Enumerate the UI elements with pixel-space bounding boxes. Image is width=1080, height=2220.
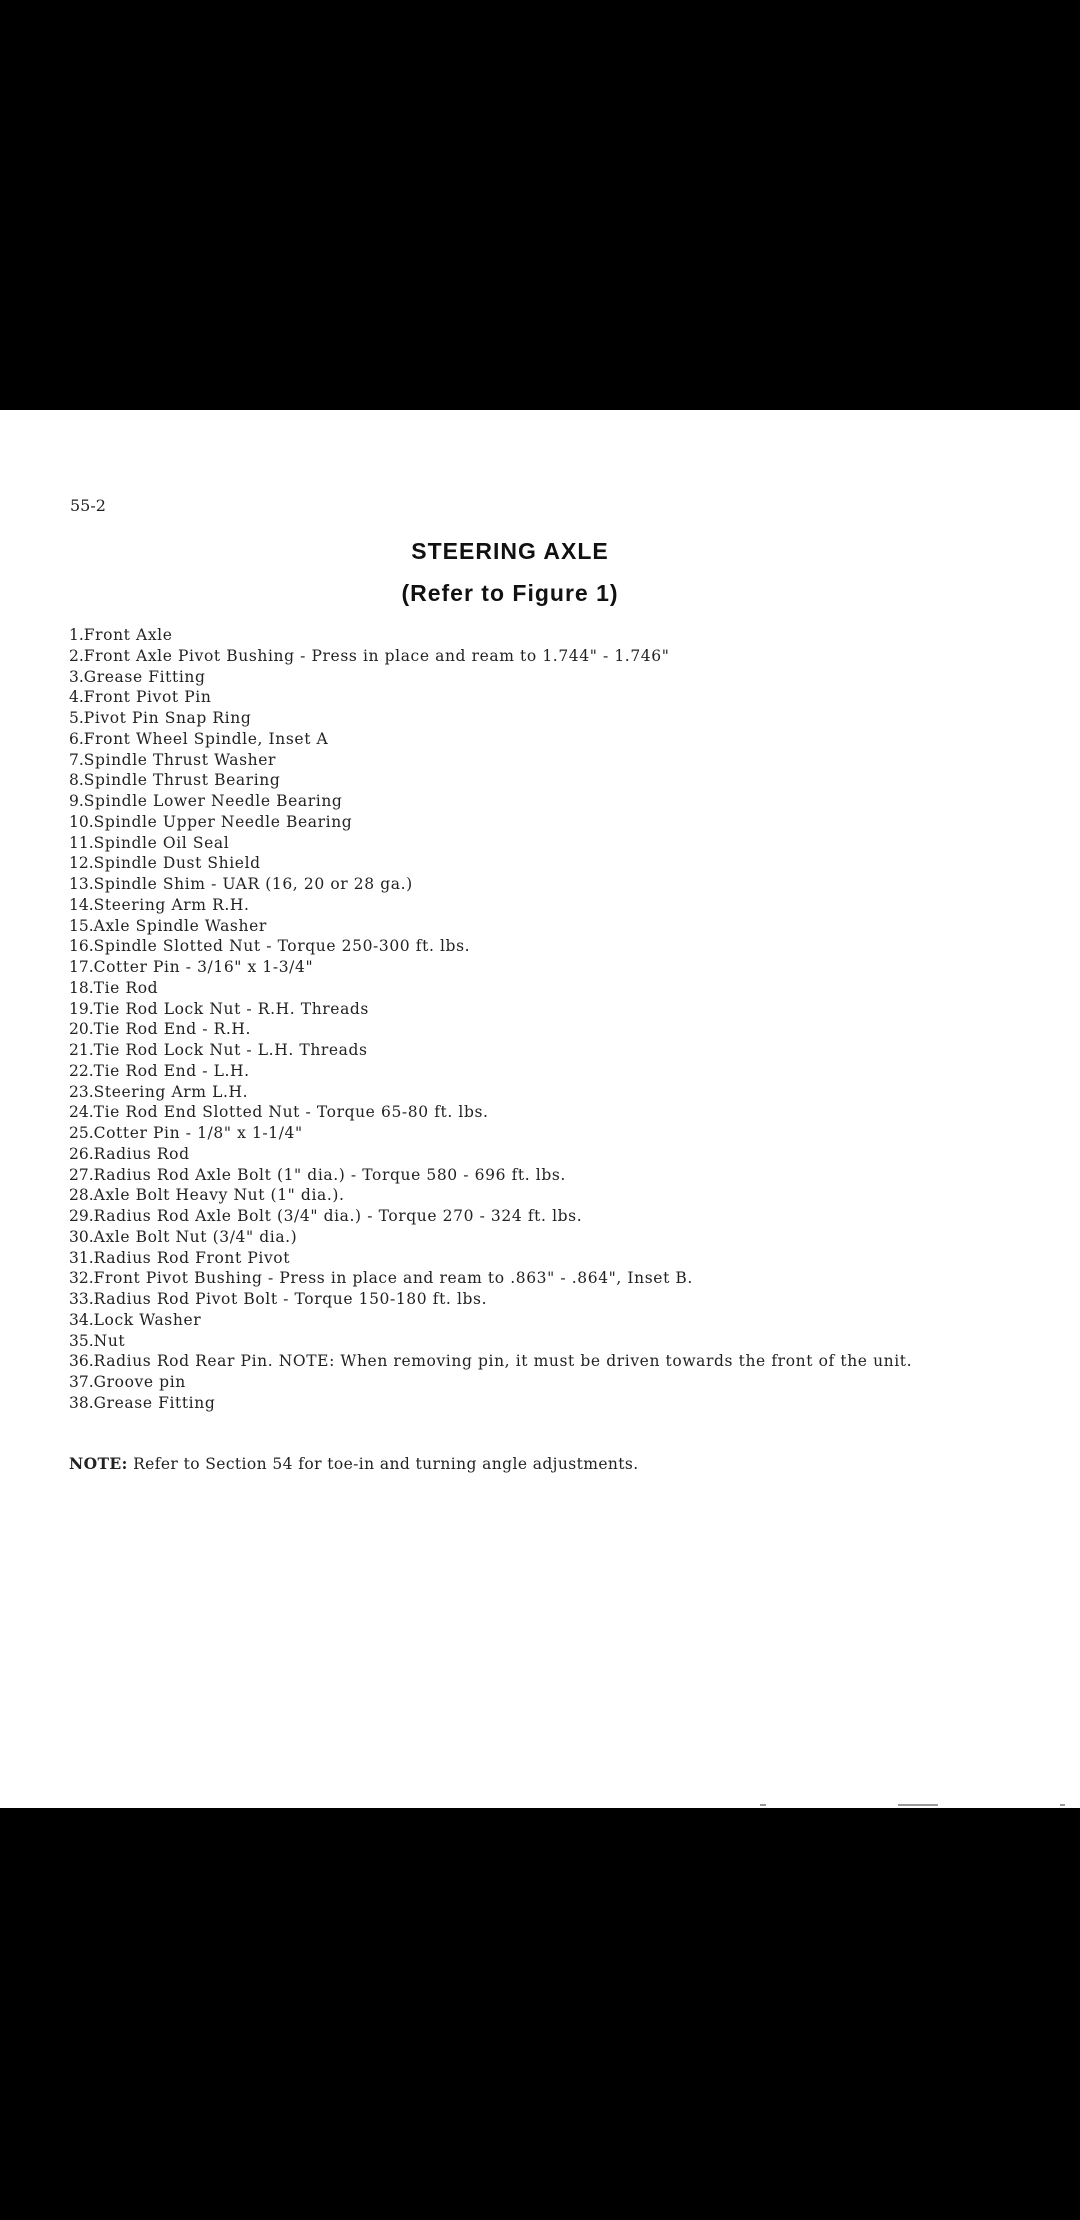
page-number: 55-2 (70, 496, 106, 515)
part-description: Spindle Thrust Washer (83, 750, 277, 769)
part-description: Front Axle (83, 626, 173, 644)
part-item (69, 1227, 912, 1248)
part-description: Steering Arm L.H. (93, 1082, 249, 1101)
part-number: 14. (69, 895, 94, 914)
part-item (69, 708, 912, 729)
part-number: 37. (69, 1373, 94, 1391)
part-number: 38. (69, 1393, 94, 1412)
part-item (69, 625, 912, 646)
part-description: Axle Spindle Washer (93, 916, 267, 935)
part-number: 28. (69, 1186, 94, 1205)
part-description: Steering Arm R.H. (93, 895, 250, 914)
part-description: Tie Rod (93, 978, 159, 997)
part-description: Radius Rod Front Pivot (93, 1248, 291, 1267)
part-number: 1. (69, 626, 84, 644)
part-number: 32. (69, 1269, 94, 1288)
part-item (69, 1248, 912, 1269)
part-item (69, 1165, 912, 1186)
part-item (69, 1206, 912, 1227)
note-text: Refer to Section 54 for toe-in and turning angle adjustments. (133, 1455, 639, 1473)
scan-mark (1060, 1804, 1065, 1806)
part-description: Spindle Dust Shield (93, 854, 261, 873)
part-description: Radius Rod Axle Bolt (3/4" dia.) - Torque 270 - 324 ft. lbs. (93, 1207, 583, 1225)
part-number: 22. (69, 1061, 94, 1080)
part-number: 13. (69, 875, 94, 893)
part-number: 35. (69, 1331, 94, 1350)
part-description: Tie Rod End Slotted Nut - Torque 65-80 ft. lbs. (93, 1103, 489, 1122)
part-number: 6. (69, 729, 84, 748)
part-description: Spindle Lower Needle Bearing (83, 792, 343, 810)
part-number: 30. (69, 1227, 94, 1246)
part-item (69, 978, 912, 999)
part-description: Tie Rod Lock Nut - R.H. Threads (93, 999, 369, 1018)
part-description: Tie Rod End - R.H. (93, 1020, 252, 1039)
part-item (69, 1393, 912, 1414)
part-item (69, 1123, 912, 1144)
part-item (69, 1310, 912, 1331)
part-description: Nut (93, 1331, 126, 1350)
part-description: Spindle Thrust Bearing (83, 771, 281, 790)
part-description: Front Pivot Bushing - Press in place and ream to .863" - .864", Inset B. (93, 1269, 693, 1288)
part-item (69, 1268, 912, 1289)
part-item (69, 1102, 912, 1123)
part-number: 16. (69, 937, 94, 956)
part-description: Grease Fitting (93, 1393, 216, 1412)
part-number: 9. (69, 792, 84, 810)
part-number: 18. (69, 978, 94, 997)
part-description: Tie Rod Lock Nut - L.H. Threads (93, 1041, 368, 1059)
part-item (69, 853, 912, 874)
part-item (69, 916, 912, 937)
part-description: Pivot Pin Snap Ring (83, 709, 252, 727)
part-item (69, 895, 912, 916)
part-number: 25. (69, 1124, 94, 1142)
part-item (69, 1019, 912, 1040)
part-item (69, 999, 912, 1020)
part-description: Spindle Slotted Nut - Torque 250-300 ft. lbs. (93, 937, 471, 956)
part-item (69, 936, 912, 957)
part-number: 23. (69, 1082, 94, 1101)
part-item (69, 1082, 912, 1103)
part-number: 15. (69, 916, 94, 935)
part-number: 29. (69, 1207, 94, 1225)
part-number: 34. (69, 1310, 94, 1329)
part-number: 27. (69, 1165, 94, 1184)
part-description: Cotter Pin - 3/16" x 1-3/4" (93, 958, 314, 976)
part-item (69, 791, 912, 812)
part-description: Radius Rod Rear Pin. NOTE: When removing pin, it must be driven towards the front of the unit. (93, 1352, 913, 1371)
part-item (69, 1061, 912, 1082)
part-number: 24. (69, 1103, 94, 1122)
part-item (69, 750, 912, 771)
part-number: 26. (69, 1144, 94, 1163)
part-item (69, 646, 912, 667)
part-item (69, 1040, 912, 1061)
part-description: Front Pivot Pin (83, 688, 212, 707)
part-number: 11. (69, 833, 94, 852)
part-item (69, 833, 912, 854)
part-description: Axle Bolt Nut (3/4" dia.) (93, 1227, 298, 1246)
part-number: 3. (69, 667, 84, 686)
part-item (69, 1372, 912, 1393)
part-number: 17. (69, 958, 94, 976)
part-item (69, 812, 912, 833)
part-number: 7. (69, 750, 84, 769)
part-number: 20. (69, 1020, 94, 1039)
part-description: Radius Rod Pivot Bolt - Torque 150-180 ft. lbs. (93, 1290, 488, 1308)
part-description: Front Wheel Spindle, Inset A (83, 729, 329, 748)
part-item (69, 667, 912, 688)
part-description: Front Axle Pivot Bushing - Press in place and ream to 1.744" - 1.746" (83, 646, 670, 665)
part-description: Lock Washer (93, 1310, 202, 1329)
note (69, 1454, 639, 1473)
scan-mark (760, 1804, 766, 1806)
part-description: Tie Rod End - L.H. (93, 1061, 250, 1080)
part-item (69, 1289, 912, 1310)
part-item (69, 957, 912, 978)
part-item (69, 1144, 912, 1165)
part-description: Cotter Pin - 1/8" x 1-1/4" (93, 1124, 303, 1142)
part-number: 5. (69, 709, 84, 727)
part-item (69, 1351, 912, 1372)
part-number: 12. (69, 854, 94, 873)
part-description: Spindle Oil Seal (93, 833, 230, 852)
part-description: Grease Fitting (83, 667, 206, 686)
part-number: 31. (69, 1248, 94, 1267)
scan-artifacts (0, 1804, 1080, 1808)
part-number: 21. (69, 1041, 94, 1059)
part-description: Radius Rod (93, 1144, 190, 1163)
part-number: 36. (69, 1352, 94, 1371)
page-title: STEERING AXLE (411, 538, 609, 564)
part-description: Groove pin (93, 1373, 186, 1391)
document-page (0, 410, 1080, 1808)
scan-mark (898, 1804, 938, 1806)
part-item (69, 1331, 912, 1352)
part-item (69, 729, 912, 750)
part-item (69, 687, 912, 708)
part-number: 2. (69, 646, 84, 665)
part-item (69, 1185, 912, 1206)
note-label: NOTE: (69, 1454, 128, 1473)
part-description: Spindle Shim - UAR (16, 20 or 28 ga.) (93, 875, 413, 893)
part-number: 10. (69, 812, 94, 831)
part-description: Spindle Upper Needle Bearing (93, 812, 353, 831)
part-number: 8. (69, 771, 84, 790)
part-item (69, 874, 912, 895)
part-item (69, 770, 912, 791)
part-description: Axle Bolt Heavy Nut (1" dia.). (93, 1186, 345, 1205)
part-number: 33. (69, 1290, 94, 1308)
part-description: Radius Rod Axle Bolt (1" dia.) - Torque 580 - 696 ft. lbs. (93, 1165, 566, 1184)
part-number: 19. (69, 999, 94, 1018)
page-subtitle: (Refer to Figure 1) (401, 580, 619, 606)
parts-list (69, 625, 912, 1414)
part-number: 4. (69, 688, 84, 707)
